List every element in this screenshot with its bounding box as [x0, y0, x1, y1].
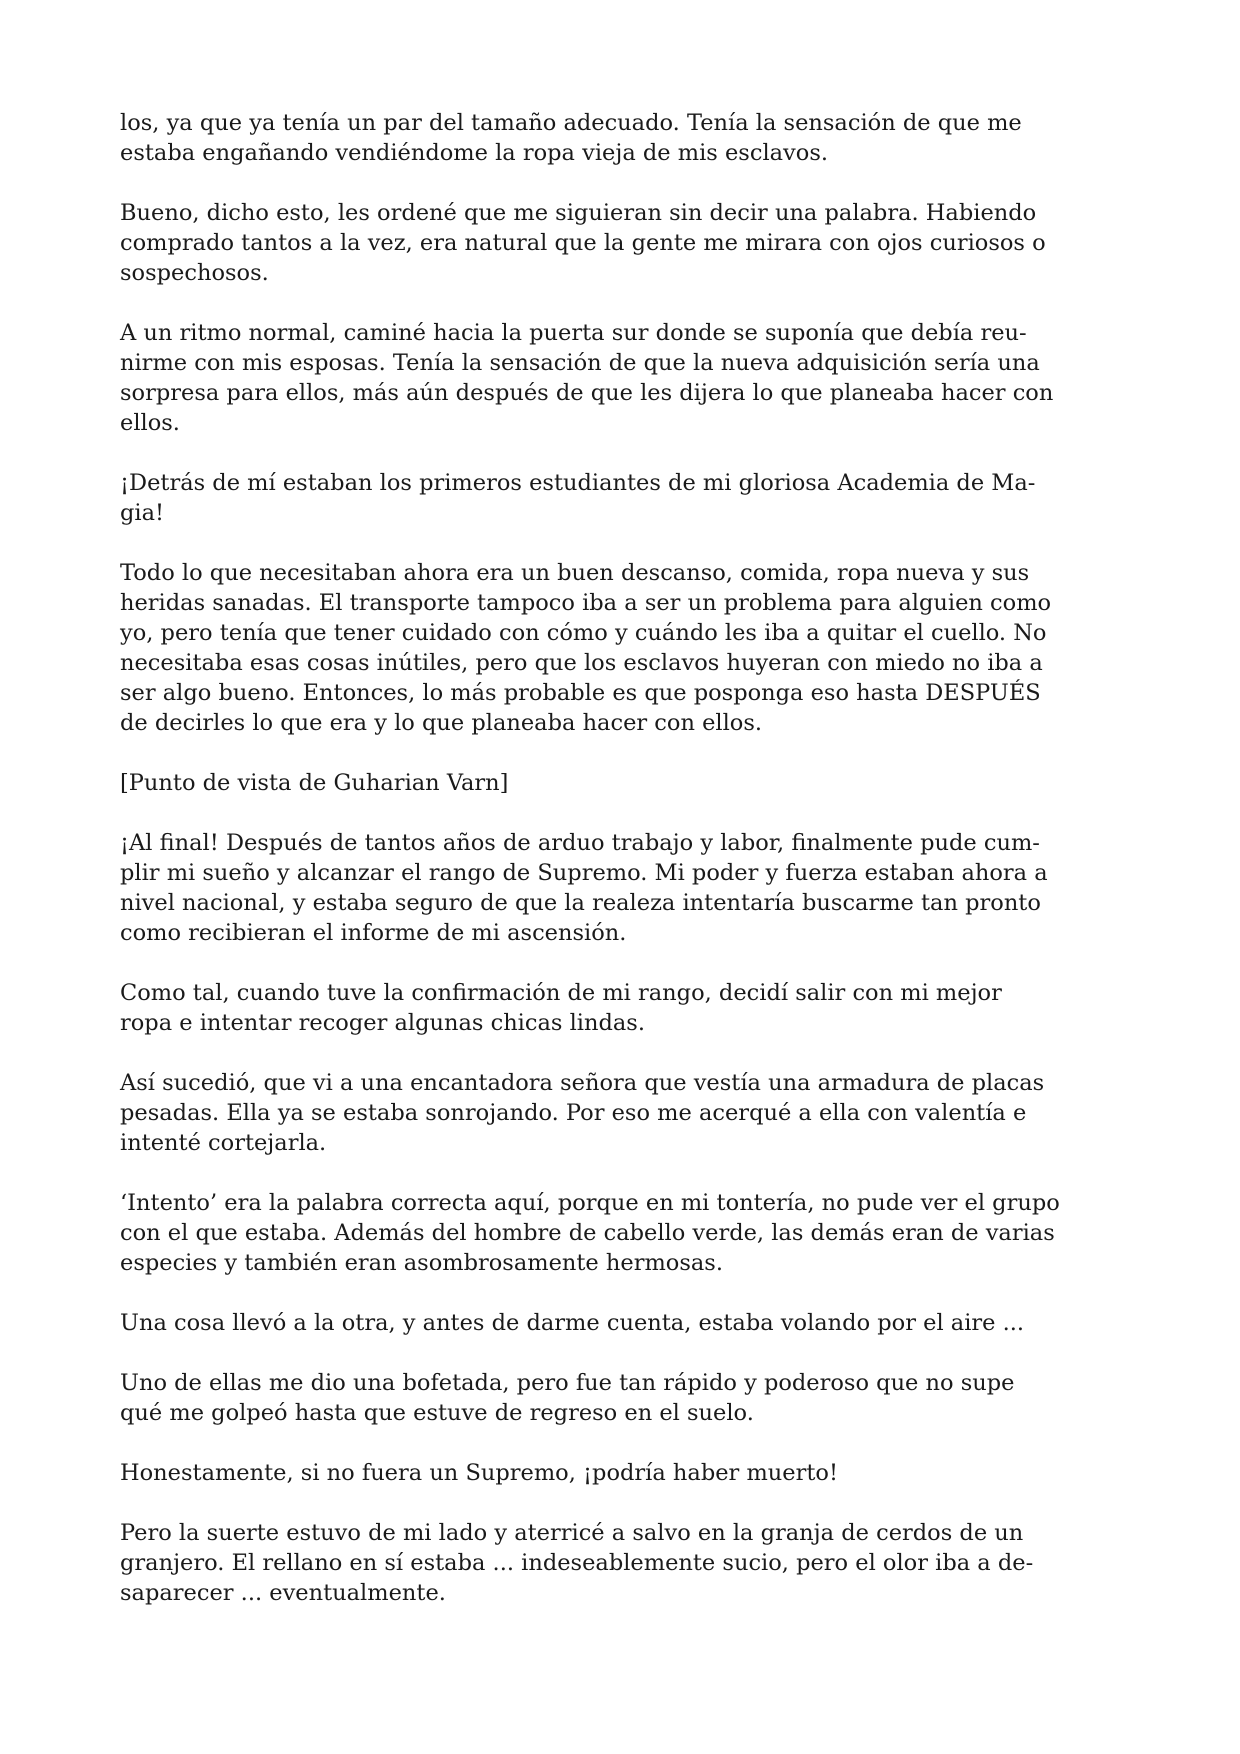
paragraph: ¡Al final! Después de tantos años de arduo trabajo y labor, finalmente pude cum- plir mi sueño y alcanzar el rango de Supremo. Mi poder y fuerza estaban ahora a nivel nacional, y estaba seguro de que la realeza intentaría buscarme tan pronto como recibieran el informe de mi ascensión.	[120, 830, 1048, 946]
paragraph: Todo lo que necesitaban ahora era un buen descanso, comida, ropa nueva y sus heridas sanadas. El transporte tampoco iba a ser un problema para alguien como yo, pero tenía que tener cuidado con cómo y cuándo les iba a quitar el cuello. No necesitaba esas cosas inútiles, pero que los esclavos huyeran con miedo no iba a ser algo bueno. Entonces, lo más probable es que posponga eso hasta DESPUÉS de decirles lo que era y lo que planeaba hacer con ellos.	[120, 560, 1052, 736]
paragraph: Así sucedió, que vi a una encantadora señora que vestía una armadura de placas pesadas. Ella ya se estaba sonrojando. Por eso me acerqué a ella con valentía e intenté cortejarla.	[120, 1070, 1045, 1156]
paragraph: Una cosa llevó a la otra, y antes de darme cuenta, estaba volando por el aire ...	[120, 1310, 1025, 1336]
paragraph: los, ya que ya tenía un par del tamaño adecuado. Tenía la sensación de que me estaba engañando vendiéndome la ropa vieja de mis esclavos.	[120, 110, 1022, 166]
paragraph: Pero la suerte estuvo de mi lado y aterricé a salvo en la granja de cerdos de un granjero. El rellano en sí estaba ... indeseablemente sucio, pero el olor iba a de- saparecer ... eventualmente.	[120, 1520, 1034, 1606]
paragraph: A un ritmo normal, caminé hacia la puerta sur donde se suponía que debía reu- nirme con mis esposas. Tenía la sensación de que la nueva adquisición sería una sorpresa para ellos, más aún después de que les dijera lo que planeaba hacer con ellos.	[120, 320, 1054, 436]
paragraph: Honestamente, si no fuera un Supremo, ¡podría haber muerto!	[120, 1460, 838, 1486]
paragraph: Como tal, cuando tuve la confirmación de mi rango, decidí salir con mi mejor ropa e intentar recoger algunas chicas lindas.	[120, 980, 1002, 1036]
paragraph: Uno de ellas me dio una bofetada, pero fue tan rápido y poderoso que no supe qué me golpeó hasta que estuve de regreso en el suelo.	[120, 1370, 1015, 1426]
paragraph: ‘Intento’ era la palabra correcta aquí, porque en mi tontería, no pude ver el grupo con el que estaba. Además del hombre de cabello verde, las demás eran de varias especies y también eran asombrosamente hermosas.	[120, 1190, 1060, 1276]
document-page	[120, 108, 1125, 1638]
paragraph: ¡Detrás de mí estaban los primeros estudiantes de mi gloriosa Academia de Ma- gia!	[120, 470, 1036, 526]
paragraph: Bueno, dicho esto, les ordené que me siguieran sin decir una palabra. Habiendo comprado tantos a la vez, era natural que la gente me mirara con ojos curiosos o sospechosos.	[120, 200, 1046, 286]
section-heading: [Punto de vista de Guharian Varn]	[120, 770, 509, 796]
